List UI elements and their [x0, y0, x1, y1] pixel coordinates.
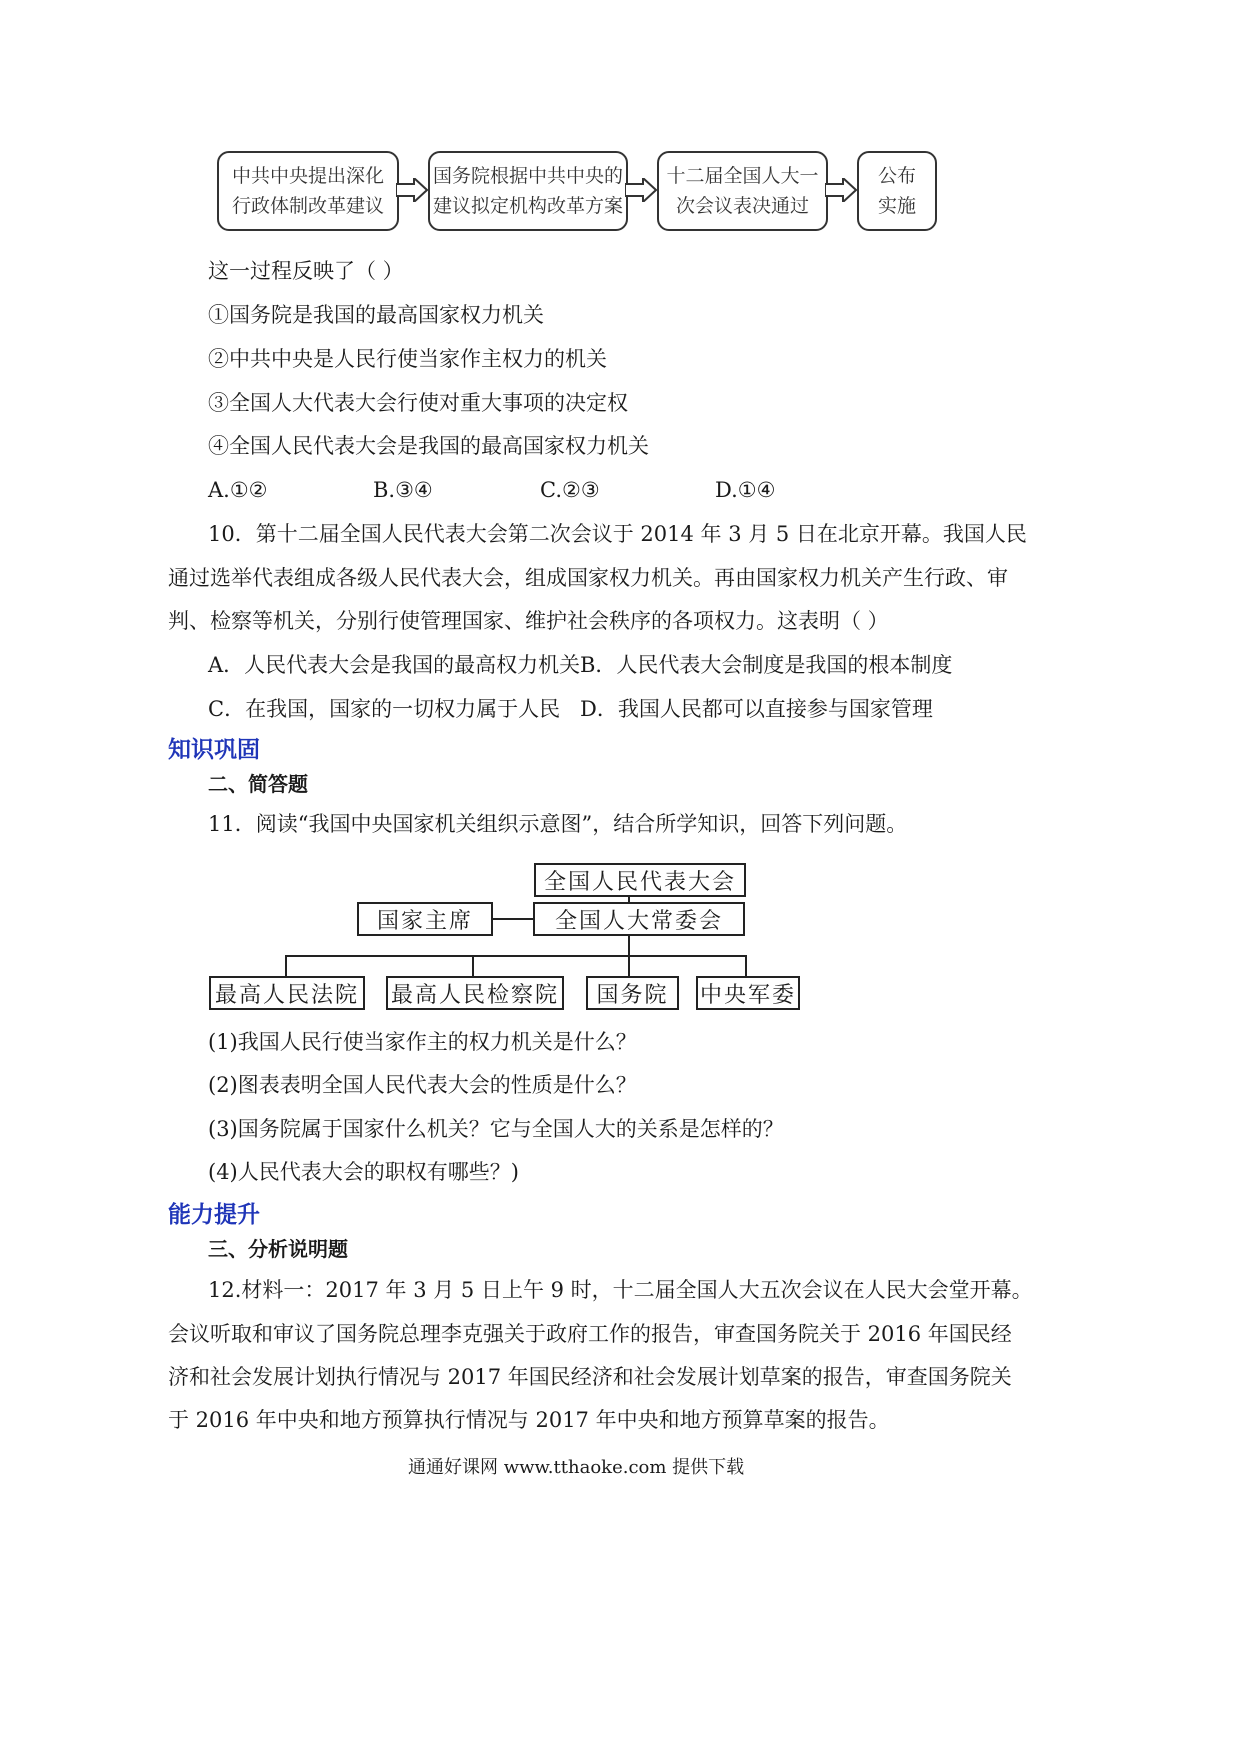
- org-connector-military: [745, 955, 747, 977]
- org-procuratorate-box: 最高人民检察院: [386, 976, 564, 1010]
- q9-item-3: ③全国人大代表大会行使对重大事项的决定权: [208, 391, 628, 415]
- flow-step-2: [428, 151, 628, 231]
- q10-line-3: 判、检察等机关，分别行使管理国家、维护社会秩序的各项权力。这表明（ ）: [168, 609, 889, 633]
- org-military-box: 中央军委: [696, 976, 800, 1010]
- q11-question-2: (2)图表表明全国人民代表大会的性质是什么？: [208, 1073, 637, 1097]
- flow-step-4: [857, 151, 937, 231]
- flow-step-4-line2: 实施: [877, 195, 916, 217]
- q9-option-c: C.②③: [540, 478, 600, 502]
- flow-step-2-line1: 国务院根据中共中央的: [432, 165, 623, 187]
- flow-step-2-line2: 建议拟定机构改革方案: [432, 195, 623, 217]
- flow-step-3: [657, 151, 828, 231]
- q12-line-1: 12.材料一：2017 年 3 月 5 日上午 9 时，十二届全国人大五次会议在人民大会堂开幕。: [208, 1278, 1033, 1302]
- section-subheading-short-answer: 二、简答题: [208, 772, 308, 796]
- flow-step-1-line1: 中共中央提出深化: [231, 165, 384, 187]
- flow-step-1-line2: 行政体制改革建议: [231, 195, 384, 217]
- q9-stem: 这一过程反映了（ ）: [208, 259, 404, 283]
- flow-arrow-1: [396, 178, 428, 202]
- org-connector-procuratorate: [472, 955, 474, 977]
- org-president-box: 国家主席: [357, 902, 493, 936]
- q10-option-c: C．在我国，国家的一切权力属于人民: [208, 697, 561, 721]
- q10-line-1: 10．第十二届全国人民代表大会第二次会议于 2014 年 3 月 5 日在北京开幕。我国人民: [208, 522, 1027, 546]
- q11-question-4: (4)人民代表大会的职权有哪些？): [208, 1160, 519, 1184]
- section-heading-ability: 能力提升: [168, 1202, 260, 1228]
- section-subheading-analysis: 三、分析说明题: [208, 1237, 348, 1261]
- q9-item-1: ①国务院是我国的最高国家权力机关: [208, 303, 544, 327]
- org-connector-court: [285, 955, 287, 977]
- q10-line-2: 通过选举代表组成各级人民代表大会，组成国家权力机关。再由国家权力机关产生行政、审: [168, 566, 1008, 590]
- q9-option-b: B.③④: [373, 478, 433, 502]
- org-connector-president: [491, 918, 535, 920]
- q10-option-a: A．人民代表大会是我国的最高权力机关: [208, 653, 581, 677]
- org-npc-box: 全国人民代表大会: [534, 863, 746, 897]
- q12-line-3: 济和社会发展计划执行情况与 2017 年国民经济和社会发展计划草案的报告，审查国务院关: [168, 1365, 1012, 1389]
- q10-option-b: B．人民代表大会制度是我国的根本制度: [580, 653, 953, 677]
- flow-step-3-line1: 十二届全国人大一: [666, 165, 819, 187]
- q9-item-4: ④全国人民代表大会是我国的最高国家权力机关: [208, 434, 649, 458]
- org-court-box: 最高人民法院: [209, 976, 365, 1010]
- q12-line-2: 会议听取和审议了国务院总理李克强关于政府工作的报告，审查国务院关于 2016 年国民经: [168, 1322, 1012, 1346]
- q12-line-4: 于 2016 年中央和地方预算执行情况与 2017 年中央和地方预算草案的报告。: [168, 1408, 890, 1432]
- flow-step-1: [217, 151, 399, 231]
- org-state-council-box: 国务院: [586, 976, 679, 1010]
- q11-stem: 11．阅读“我国中央国家机关组织示意图”，结合所学知识，回答下列问题。: [208, 812, 908, 836]
- section-heading-knowledge: 知识巩固: [168, 737, 260, 763]
- q9-option-d: D.①④: [715, 478, 776, 502]
- org-connector-npc-standing: [628, 895, 630, 904]
- q9-item-2: ②中共中央是人民行使当家作主权力的机关: [208, 347, 607, 371]
- flow-step-3-line2: 次会议表决通过: [675, 195, 809, 217]
- flow-arrow-3: [825, 178, 857, 202]
- org-standing-committee-box: 全国人大常委会: [533, 902, 745, 936]
- flow-arrow-2: [625, 178, 657, 202]
- flow-step-4-line1: 公布: [877, 165, 916, 187]
- q11-question-3: (3)国务院属于国家什么机关？它与全国人大的关系是怎样的？: [208, 1117, 784, 1141]
- q10-option-d: D．我国人民都可以直接参与国家管理: [580, 697, 933, 721]
- org-connector-branch: [285, 955, 747, 957]
- q11-question-1: (1)我国人民行使当家作主的权力机关是什么？: [208, 1030, 637, 1054]
- q9-option-a: A.①②: [208, 478, 268, 502]
- footer-download-note: 通通好课网 www.tthaoke.com 提供下载: [408, 1457, 745, 1478]
